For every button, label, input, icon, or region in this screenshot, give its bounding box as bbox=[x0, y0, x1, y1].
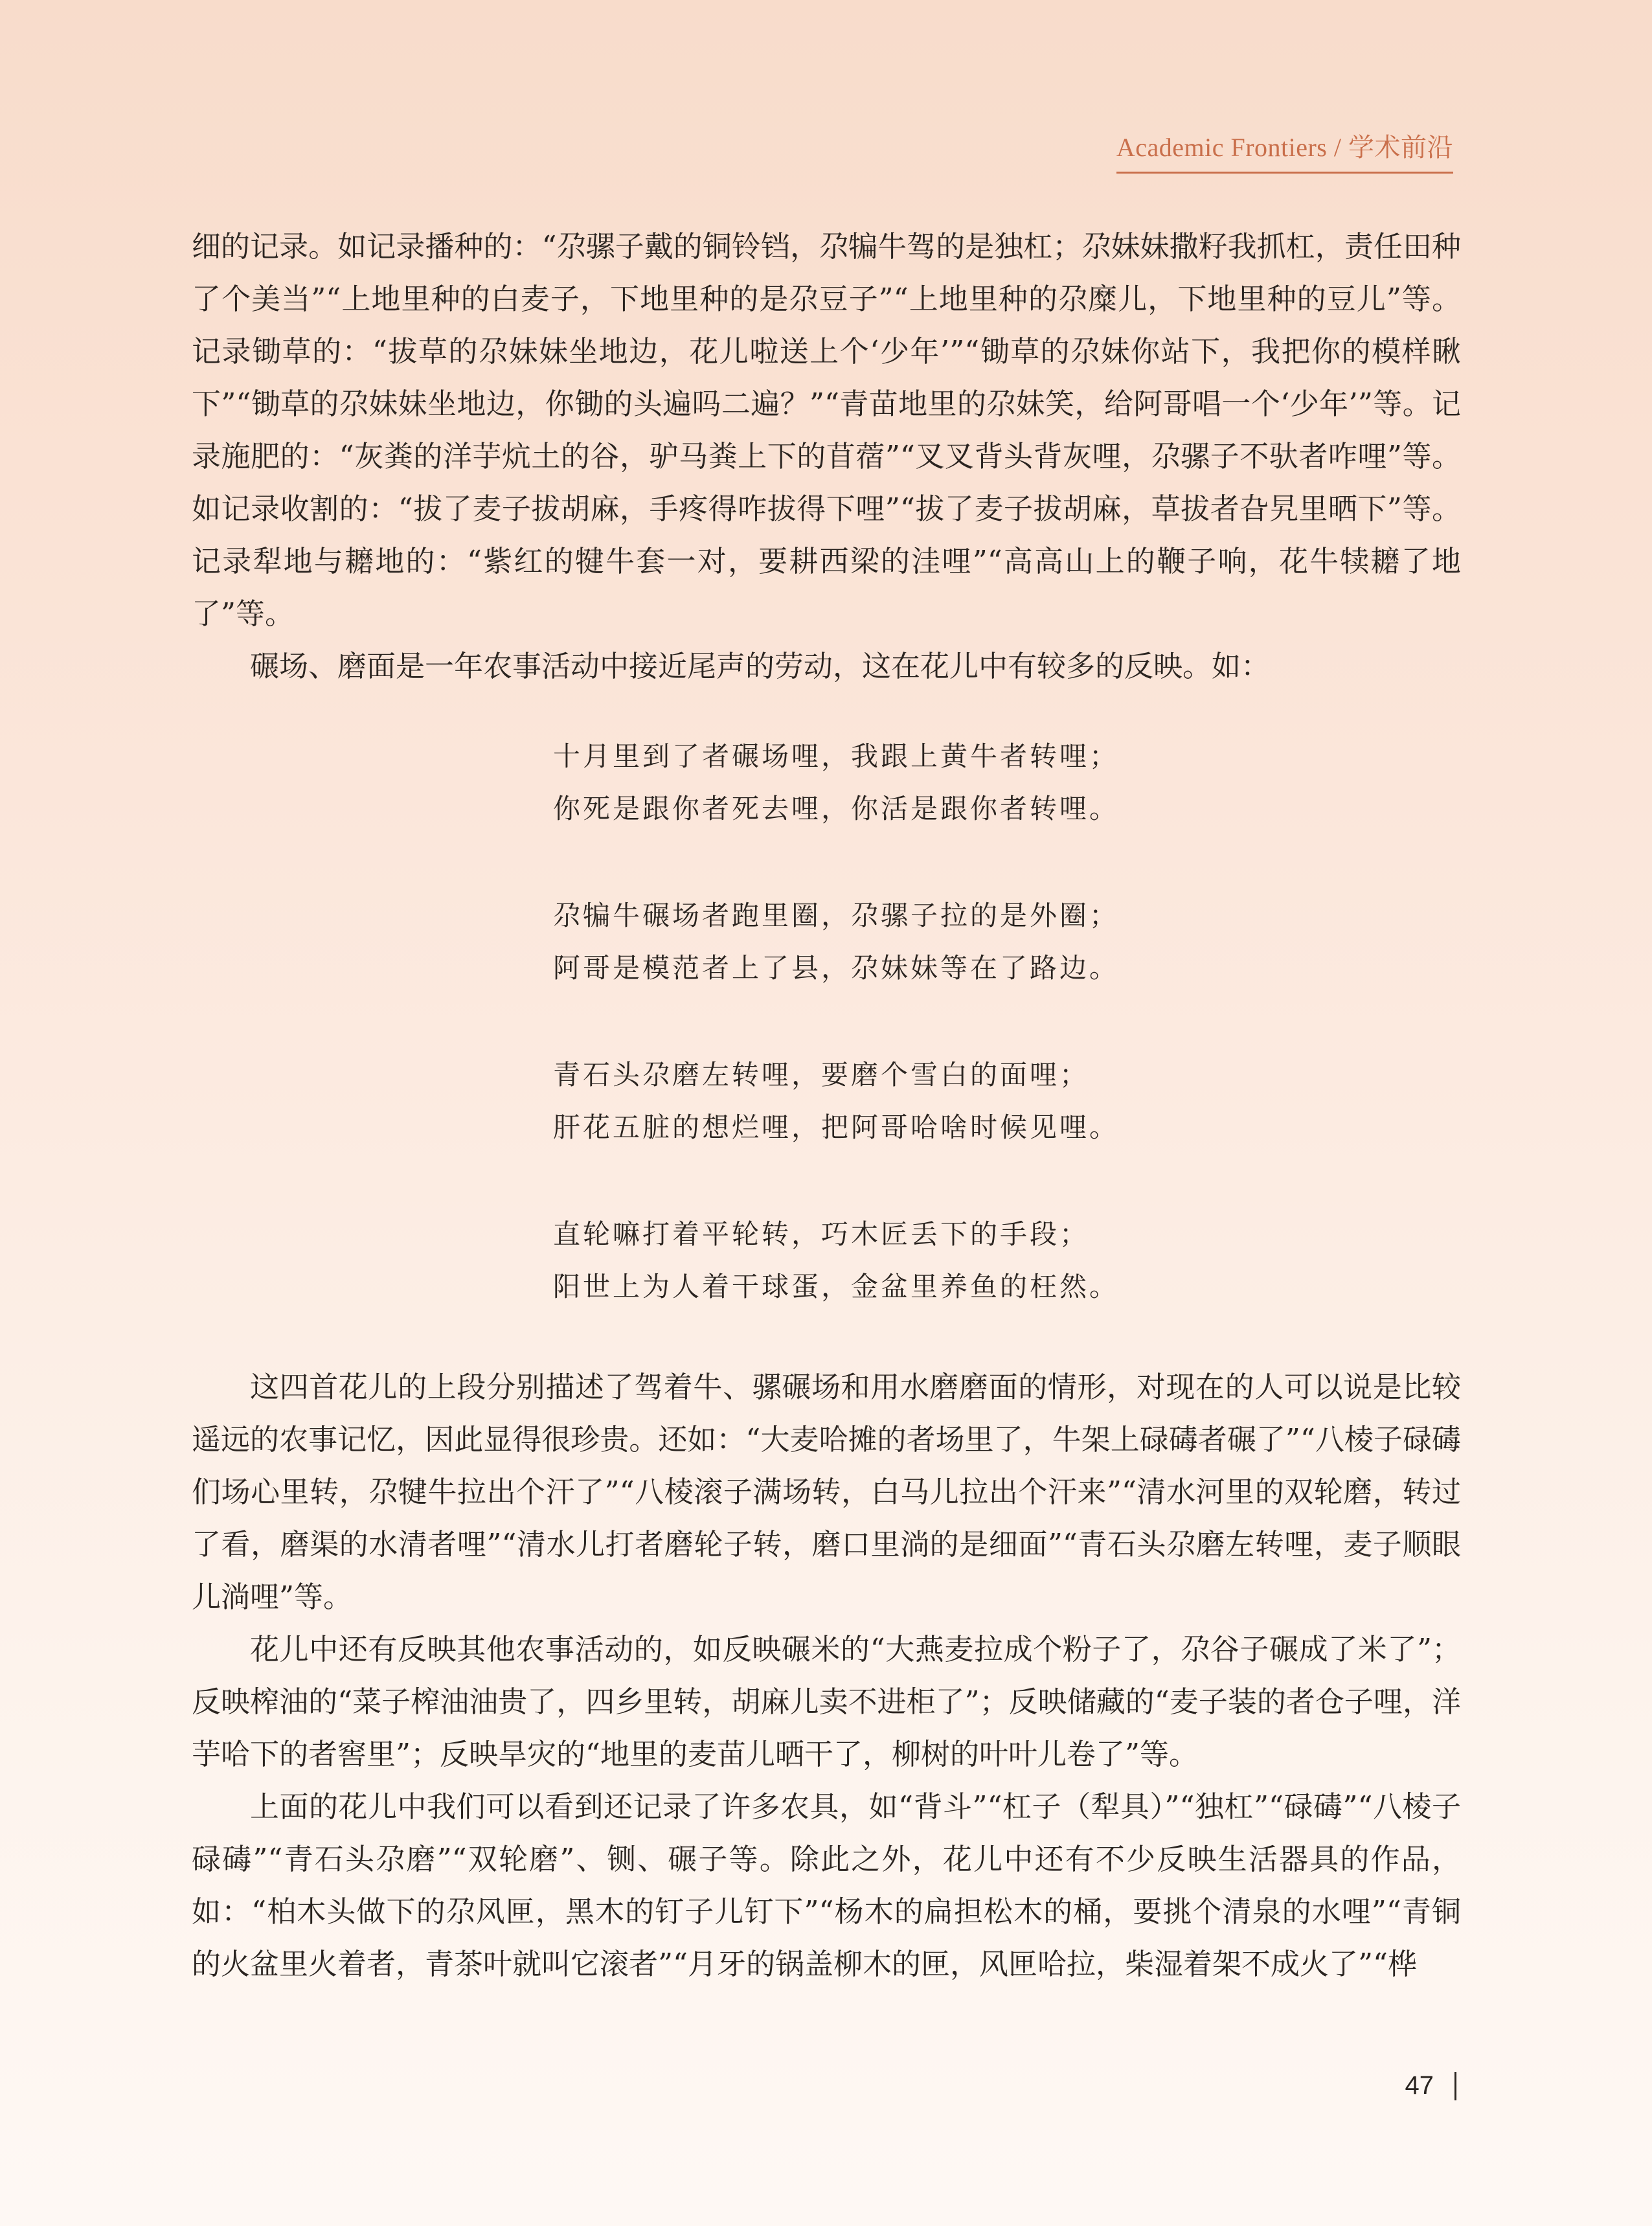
poem-stanza bbox=[553, 730, 1461, 835]
page-footer bbox=[1405, 2071, 1457, 2100]
page-number: 47 bbox=[1405, 2071, 1434, 2100]
poem-line: 十月里到了者碾场哩，我跟上黄牛者转哩； bbox=[553, 740, 1120, 772]
paragraph-other-farm-activities: 花儿中还有反映其他农事活动的，如反映碾米的“大燕麦拉成个粉子了，尕谷子碾成了米了”；反映榨油的“菜子榨油油贵了，四乡里转，胡麻儿卖不进柜了”；反映储藏的“麦子装的者仓子哩，洋芋哈下的者窖里”；反映旱灾的“地里的麦苗儿晒干了，柳树的叶叶儿卷了”等。 bbox=[192, 1632, 1461, 1771]
article-body bbox=[192, 220, 1461, 1990]
paragraph-threshing-memory: 这四首花儿的上段分别描述了驾着牛、骡碾场和用水磨磨面的情形，对现在的人可以说是比较遥远的农事记忆，因此显得很珍贵。还如：“大麦哈摊的者场里了，牛架上碌碡者碾了”“八棱子碌碡们场心里转，尕犍牛拉出个汗了”“八棱滚子满场转，白马儿拉出个汗来”“清水河里的双轮磨，转过了看，磨渠的水清者哩”“清水儿打者磨轮子转，磨口里淌的是细面”“青石头尕磨左转哩，麦子顺眼儿淌哩”等。 bbox=[192, 1370, 1461, 1614]
poem-line: 尕犏牛碾场者跑里圈，尕骡子拉的是外圈； bbox=[553, 900, 1120, 931]
poem-line: 阿哥是模范者上了县，尕妹妹等在了路边。 bbox=[553, 952, 1120, 984]
paragraph-farm-tools: 上面的花儿中我们可以看到还记录了许多农具，如“背斗”“杠子（犁具）”“独杠”“碌碡”“八棱子碌碡”“青石头尕磨”“双轮磨”、铡、碾子等。除此之外，花儿中还有不少反映生活器具的作品，如：“柏木头做下的尕风匣，黑木的钉子儿钉下”“杨木的扁担松木的桶，要挑个清泉的水哩”“青铜的火盆里火着者，青茶叶就叫它滚者”“月牙的锅盖柳木的匣，风匣哈拉，柴湿着架不成火了”“桦 bbox=[192, 1789, 1461, 1981]
poem-quotations bbox=[192, 730, 1461, 1313]
paragraph-continued: 细的记录。如记录播种的：“尕骡子戴的铜铃铛，尕犏牛驾的是独杠；尕妹妹撒籽我抓杠，责任田种了个美当”“上地里种的白麦子，下地里种的是尕豆子”“上地里种的尕糜儿，下地里种的豆儿”等。记录锄草的：“拔草的尕妹妹坐地边，花儿啦送上个‘少年’”“锄草的尕妹你站下，我把你的模样瞅下”“锄草的尕妹妹坐地边，你锄的头遍吗二遍？”“青苗地里的尕妹笑，给阿哥唱一个‘少年’”等。记录施肥的：“灰粪的洋芋炕土的谷，驴马粪上下的苜蓿”“叉叉背头背灰哩，尕骡子不驮者咋哩”等。如记录收割的：“拔了麦子拔胡麻，手疼得咋拔得下哩”“拔了麦子拔胡麻，草拔者旮旯里晒下”等。记录犁地与耱地的：“紫红的犍牛套一对，要耕西梁的洼哩”“高高山上的鞭子响，花牛犊耱了地了”等。 bbox=[192, 229, 1461, 631]
journal-section-title: Academic Frontiers / 学术前沿 bbox=[1116, 133, 1453, 162]
running-header bbox=[1116, 127, 1453, 174]
poem-stanza bbox=[553, 1049, 1461, 1153]
poem-line: 青石头尕磨左转哩，要磨个雪白的面哩； bbox=[553, 1059, 1090, 1091]
poem-stanza bbox=[553, 1208, 1461, 1313]
poem-line: 肝花五脏的想烂哩，把阿哥哈啥时候见哩。 bbox=[553, 1111, 1120, 1143]
poem-line: 阳世上为人着干球蛋，金盆里养鱼的枉然。 bbox=[553, 1271, 1120, 1302]
footer-divider bbox=[1454, 2072, 1456, 2100]
paragraph-intro-poems: 碾场、磨面是一年农事活动中接近尾声的劳动，这在花儿中有较多的反映。如： bbox=[250, 649, 1271, 683]
poem-line: 直轮嘛打着平轮转，巧木匠丢下的手段； bbox=[553, 1218, 1090, 1250]
header-underline bbox=[1116, 172, 1453, 174]
poem-line: 你死是跟你者死去哩，你活是跟你者转哩。 bbox=[553, 793, 1120, 824]
poem-stanza bbox=[553, 889, 1461, 994]
